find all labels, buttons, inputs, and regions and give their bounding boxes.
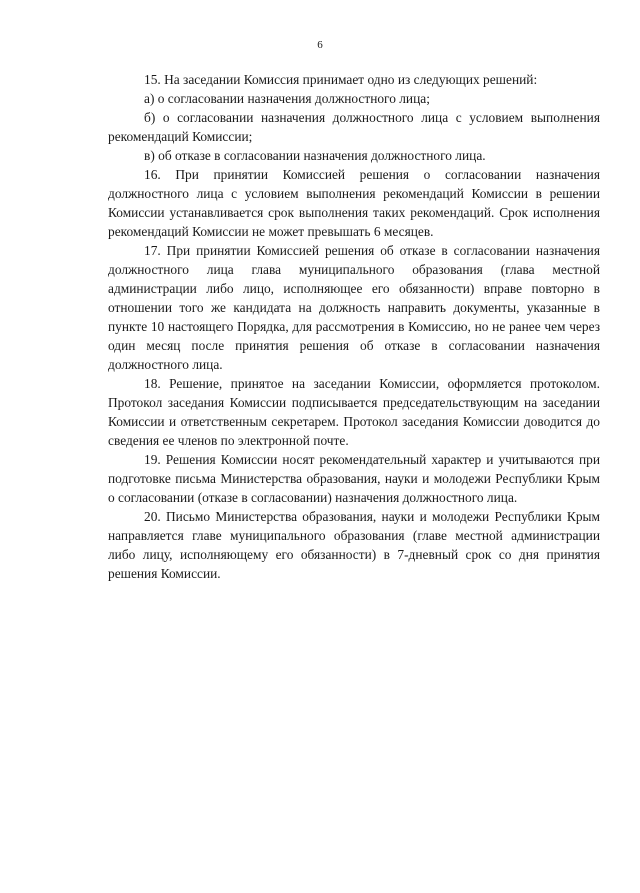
paragraph-15b: б) о согласовании назначения должностного лица с условием выполнения рекомендаций Комиссии; xyxy=(108,110,600,144)
page-number: 6 xyxy=(317,39,323,51)
paragraph-19: 19. Решения Комиссии носят рекомендательный характер и учитываются при подготовке письма Министерства образования, науки и молодежи Республики Крым о согласовании (отказе в согласовании) назначения должностного лица. xyxy=(108,452,600,505)
paragraph-18: 18. Решение, принятое на заседании Комиссии, оформляется протоколом. Протокол заседания Комиссии подписывается председательствующим на заседании Комиссии и ответственным секретарем. Протокол заседания Комиссии доводится до сведения ее членов по электронной почте. xyxy=(108,376,600,448)
paragraph-15c: в) об отказе в согласовании назначения должностного лица. xyxy=(144,148,486,163)
paragraph-16: 16. При принятии Комиссией решения о согласовании назначения должностного лица с условием выполнения рекомендаций Комиссии в решении Комиссии устанавливается срок выполнения таких рекомендаций. Срок исполнения рекомендаций Комиссии не может превышать 6 месяцев. xyxy=(108,167,600,239)
paragraph-17: 17. При принятии Комиссией решения об отказе в согласовании назначения должностного лица глава муниципального образования (глава местной администрации либо лицо, исполняющее его обязанности) вправе повторно в отношении того же кандидата на должность направить документы, указанные в пункте 10 настоящего Порядка, для рассмотрения в Комиссию, но не ранее чем через один месяц после принятия решения об отказе в согласовании назначения должностного лица. xyxy=(108,243,600,372)
paragraph-15: 15. На заседании Комиссия принимает одно из следующих решений: xyxy=(144,72,538,87)
paragraph-15a: а) о согласовании назначения должностного лица; xyxy=(144,91,430,106)
document-body xyxy=(108,70,600,583)
paragraph-20: 20. Письмо Министерства образования, науки и молодежи Республики Крым направляется главе муниципального образования (главе местной администрации либо лицу, исполняющему его обязанности) в 7-дневный срок со дня принятия решения Комиссии. xyxy=(108,509,600,581)
